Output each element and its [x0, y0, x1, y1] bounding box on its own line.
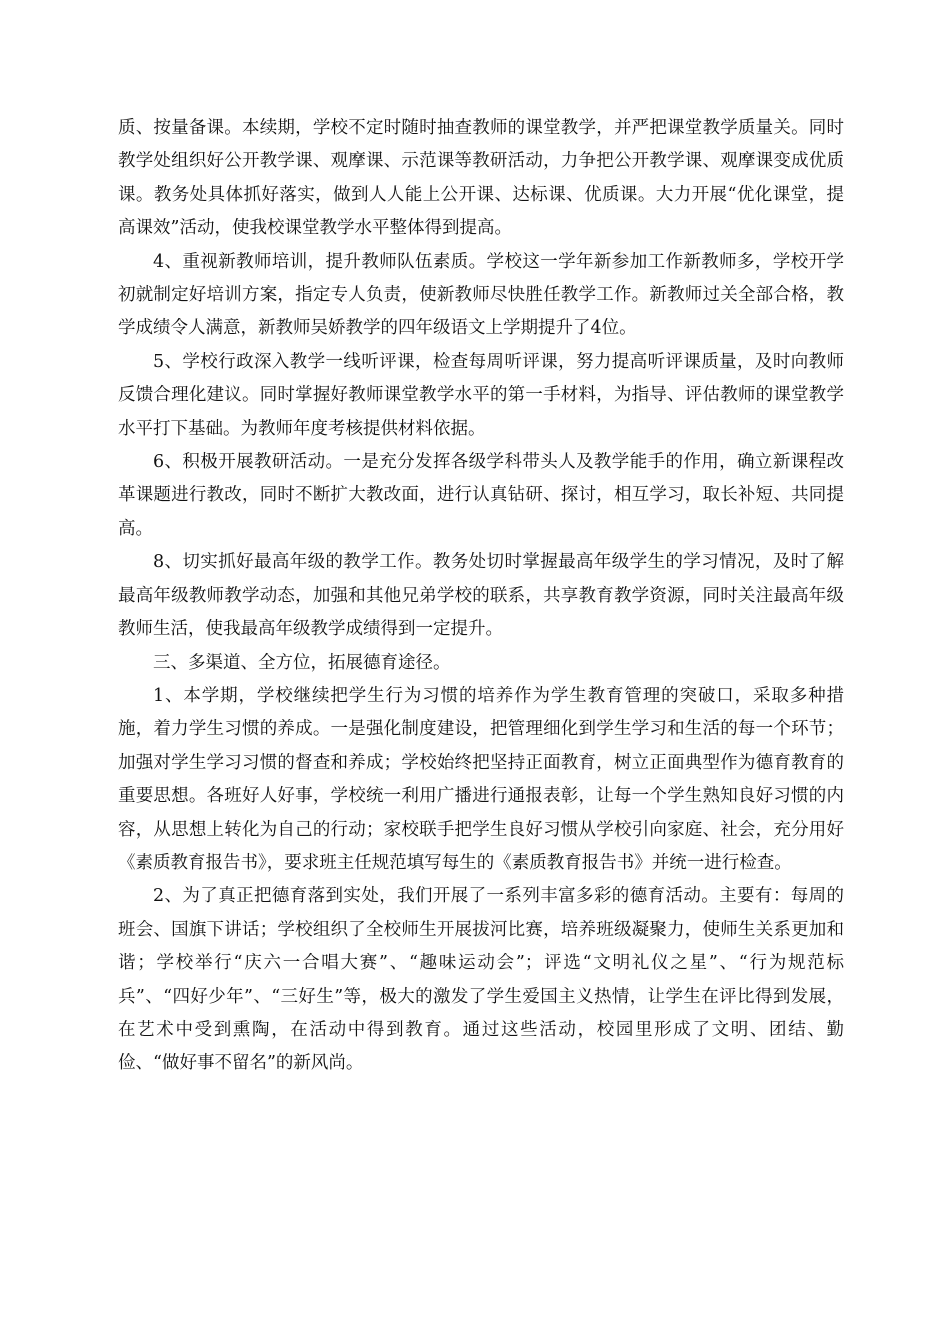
- paragraph-continuation: 质、按量备课。本续期，学校不定时随时抽查教师的课堂教学，并严把课堂教学质量关。同时教学处组织好公开教学课、观摩课、示范课等教研活动，力争把公开教学课、观摩课变成优质课。教务处具体抓好落实，做到人人能上公开课、达标课、优质课。大力开展“优化课堂，提高课效”活动，使我校课堂教学水平整体得到提高。: [118, 118, 844, 239]
- paragraph-lesson-evaluation: 5、学校行政深入教学一线听评课，检查每周听评课，努力提高听评课质量，及时向教师反馈合理化建议。同时掌握好教师课堂教学水平的第一手材料，为指导、评估教师的课堂教学水平打下基础。为教师年度考核提供材料依据。: [118, 351, 844, 439]
- paragraph-senior-grade: 8、切实抓好最高年级的教学工作。教务处切时掌握最高年级学生的学习情况，及时了解最高年级教师教学动态，加强和其他兄弟学校的联系，共享教育教学资源，同时关注最高年级教师生活，使我最高年级教学成绩得到一定提升。: [118, 552, 844, 640]
- paragraph-teaching-research: 6、积极开展教研活动。一是充分发挥各级学科带头人及教学能手的作用，确立新课程改革课题进行教改，同时不断扩大教改面，进行认真钻研、探讨，相互学习，取长补短、共同提高。: [118, 452, 844, 539]
- paragraph-new-teacher-training: 4、重视新教师培训，提升教师队伍素质。学校这一学年新参加工作新教师多，学校开学初就制定好培训方案，指定专人负责，使新教师尽快胜任教学工作。新教师过关全部合格，教学成绩令人满意，新教师吴娇教学的四年级语文上学期提升了4位。: [118, 251, 844, 339]
- section-heading-moral-education: 三、多渠道、全方位，拓展德育途径。: [153, 652, 451, 673]
- paragraph-behavior-habits: 1、本学期，学校继续把学生行为习惯的培养作为学生教育管理的突破口，采取多种措施，着力学生习惯的养成。一是强化制度建设，把管理细化到学生学习和生活的每一个环节；加强对学生学习习惯的督查和养成；学校始终把坚持正面教育，树立正面典型作为德育教育的重要思想。各班好人好事，学校统一利用广播进行通报表彰，让每一个学生熟知良好习惯的内容，从思想上转化为自己的行动；家校联手把学生良好习惯从学校引向家庭、社会，充分用好《素质教育报告书》，要求班主任规范填写每生的《素质教育报告书》并统一进行检查。: [118, 685, 844, 873]
- paragraph-moral-activities: 2、为了真正把德育落到实处，我们开展了一系列丰富多彩的德育活动。主要有：每周的班会、国旗下讲话；学校组织了全校师生开展拔河比赛，培养班级凝聚力，使师生关系更加和谐；学校举行“庆六一合唱大赛”、“趣味运动会”；评选“文明礼仪之星”、“行为规范标兵”、“四好少年”、“三好生”等，极大的激发了学生爱国主义热情，让学生在评比得到发展，在艺术中受到熏陶，在活动中得到教育。通过这些活动，校园里形成了文明、团结、勤俭、“做好事不留名”的新风尚。: [118, 886, 844, 1074]
- document-body: [118, 112, 844, 1081]
